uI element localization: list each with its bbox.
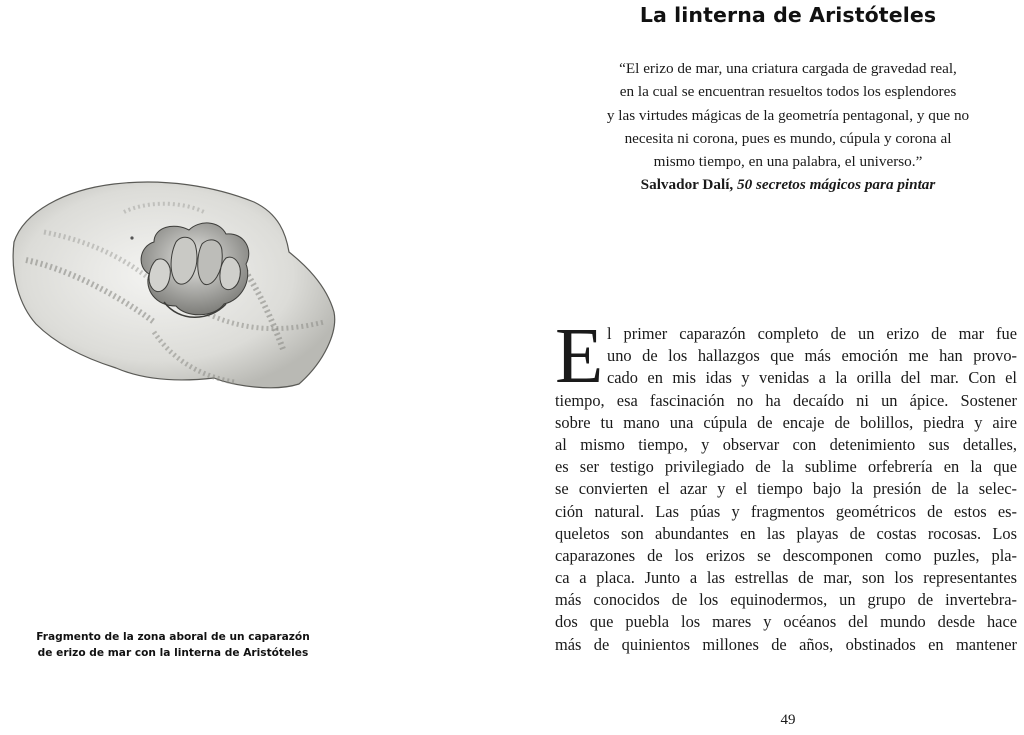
body-line: ción natural. Las púas y fragmentos geométricos de estos es- <box>555 501 1017 521</box>
sea-urchin-illustration <box>4 172 338 392</box>
caption-line-2: de erizo de mar con la linterna de Aristóteles <box>37 647 309 659</box>
body-line: se convierten el azar y el tiempo bajo la presión de la selec- <box>555 479 1017 499</box>
body-line: tiempo, esa fascinación no ha decaído ni un ápice. Sostener <box>555 390 1017 410</box>
body-line: más conocidos de los equinodermos, un grupo de invertebra- <box>555 590 1017 610</box>
body-line: l primer caparazón completo de un erizo de mar fue <box>607 324 1017 343</box>
body-line: ca a placa. Junto a las estrellas de mar, son los representantes <box>555 568 1017 588</box>
epigraph-author: Salvador Dalí, <box>640 176 738 194</box>
chapter-title: La linterna de Aristóteles <box>639 3 937 27</box>
epigraph-line-5: mismo tiempo, en una palabra, el universo.” <box>653 153 923 171</box>
epigraph-work-title: 50 secretos mágicos para pintar <box>737 176 936 194</box>
body-line: uno de los hallazgos que más emoción me han provo- <box>607 346 1017 366</box>
epigraph-line-3: y las virtudes mágicas de la geometría pentagonal, y que no <box>606 106 970 124</box>
body-line: al mismo tiempo, y observar con detenimiento sus detalles, <box>555 434 1017 454</box>
epigraph <box>548 57 1024 197</box>
epigraph-attribution <box>548 173 1024 196</box>
figure-caption <box>18 629 328 661</box>
caption-line-1: Fragmento de la zona aboral de un caparazón <box>36 631 310 643</box>
body-line: es ser testigo privilegiado de la sublime orfebrería en la que <box>555 457 1017 477</box>
body-line: más de quinientos millones de años, obstinados en mantener <box>555 634 1017 654</box>
body-line: cado en mis idas y venidas a la orilla del mar. Con el <box>607 368 1017 388</box>
drop-cap: E <box>555 313 604 400</box>
body-line: queletos son abundantes en las playas de costas rocosas. Los <box>555 523 1017 543</box>
epigraph-line-2: en la cual se encuentran resueltos todos los esplendores <box>619 83 957 101</box>
body-line: dos que puebla los mares y océanos del mundo desde hace <box>555 612 1017 632</box>
epigraph-line-4: necesita ni corona, pues es mundo, cúpula y corona al <box>624 129 952 147</box>
body-line: caparazones de los erizos se descomponen como puzles, pla- <box>555 545 1017 565</box>
body-line: sobre tu mano una cúpula de encaje de bolillos, piedra y aire <box>555 412 1017 432</box>
body-paragraph <box>555 313 1017 656</box>
page-number: 49 <box>780 712 796 728</box>
epigraph-line-1: “El erizo de mar, una criatura cargada de gravedad real, <box>619 60 957 77</box>
